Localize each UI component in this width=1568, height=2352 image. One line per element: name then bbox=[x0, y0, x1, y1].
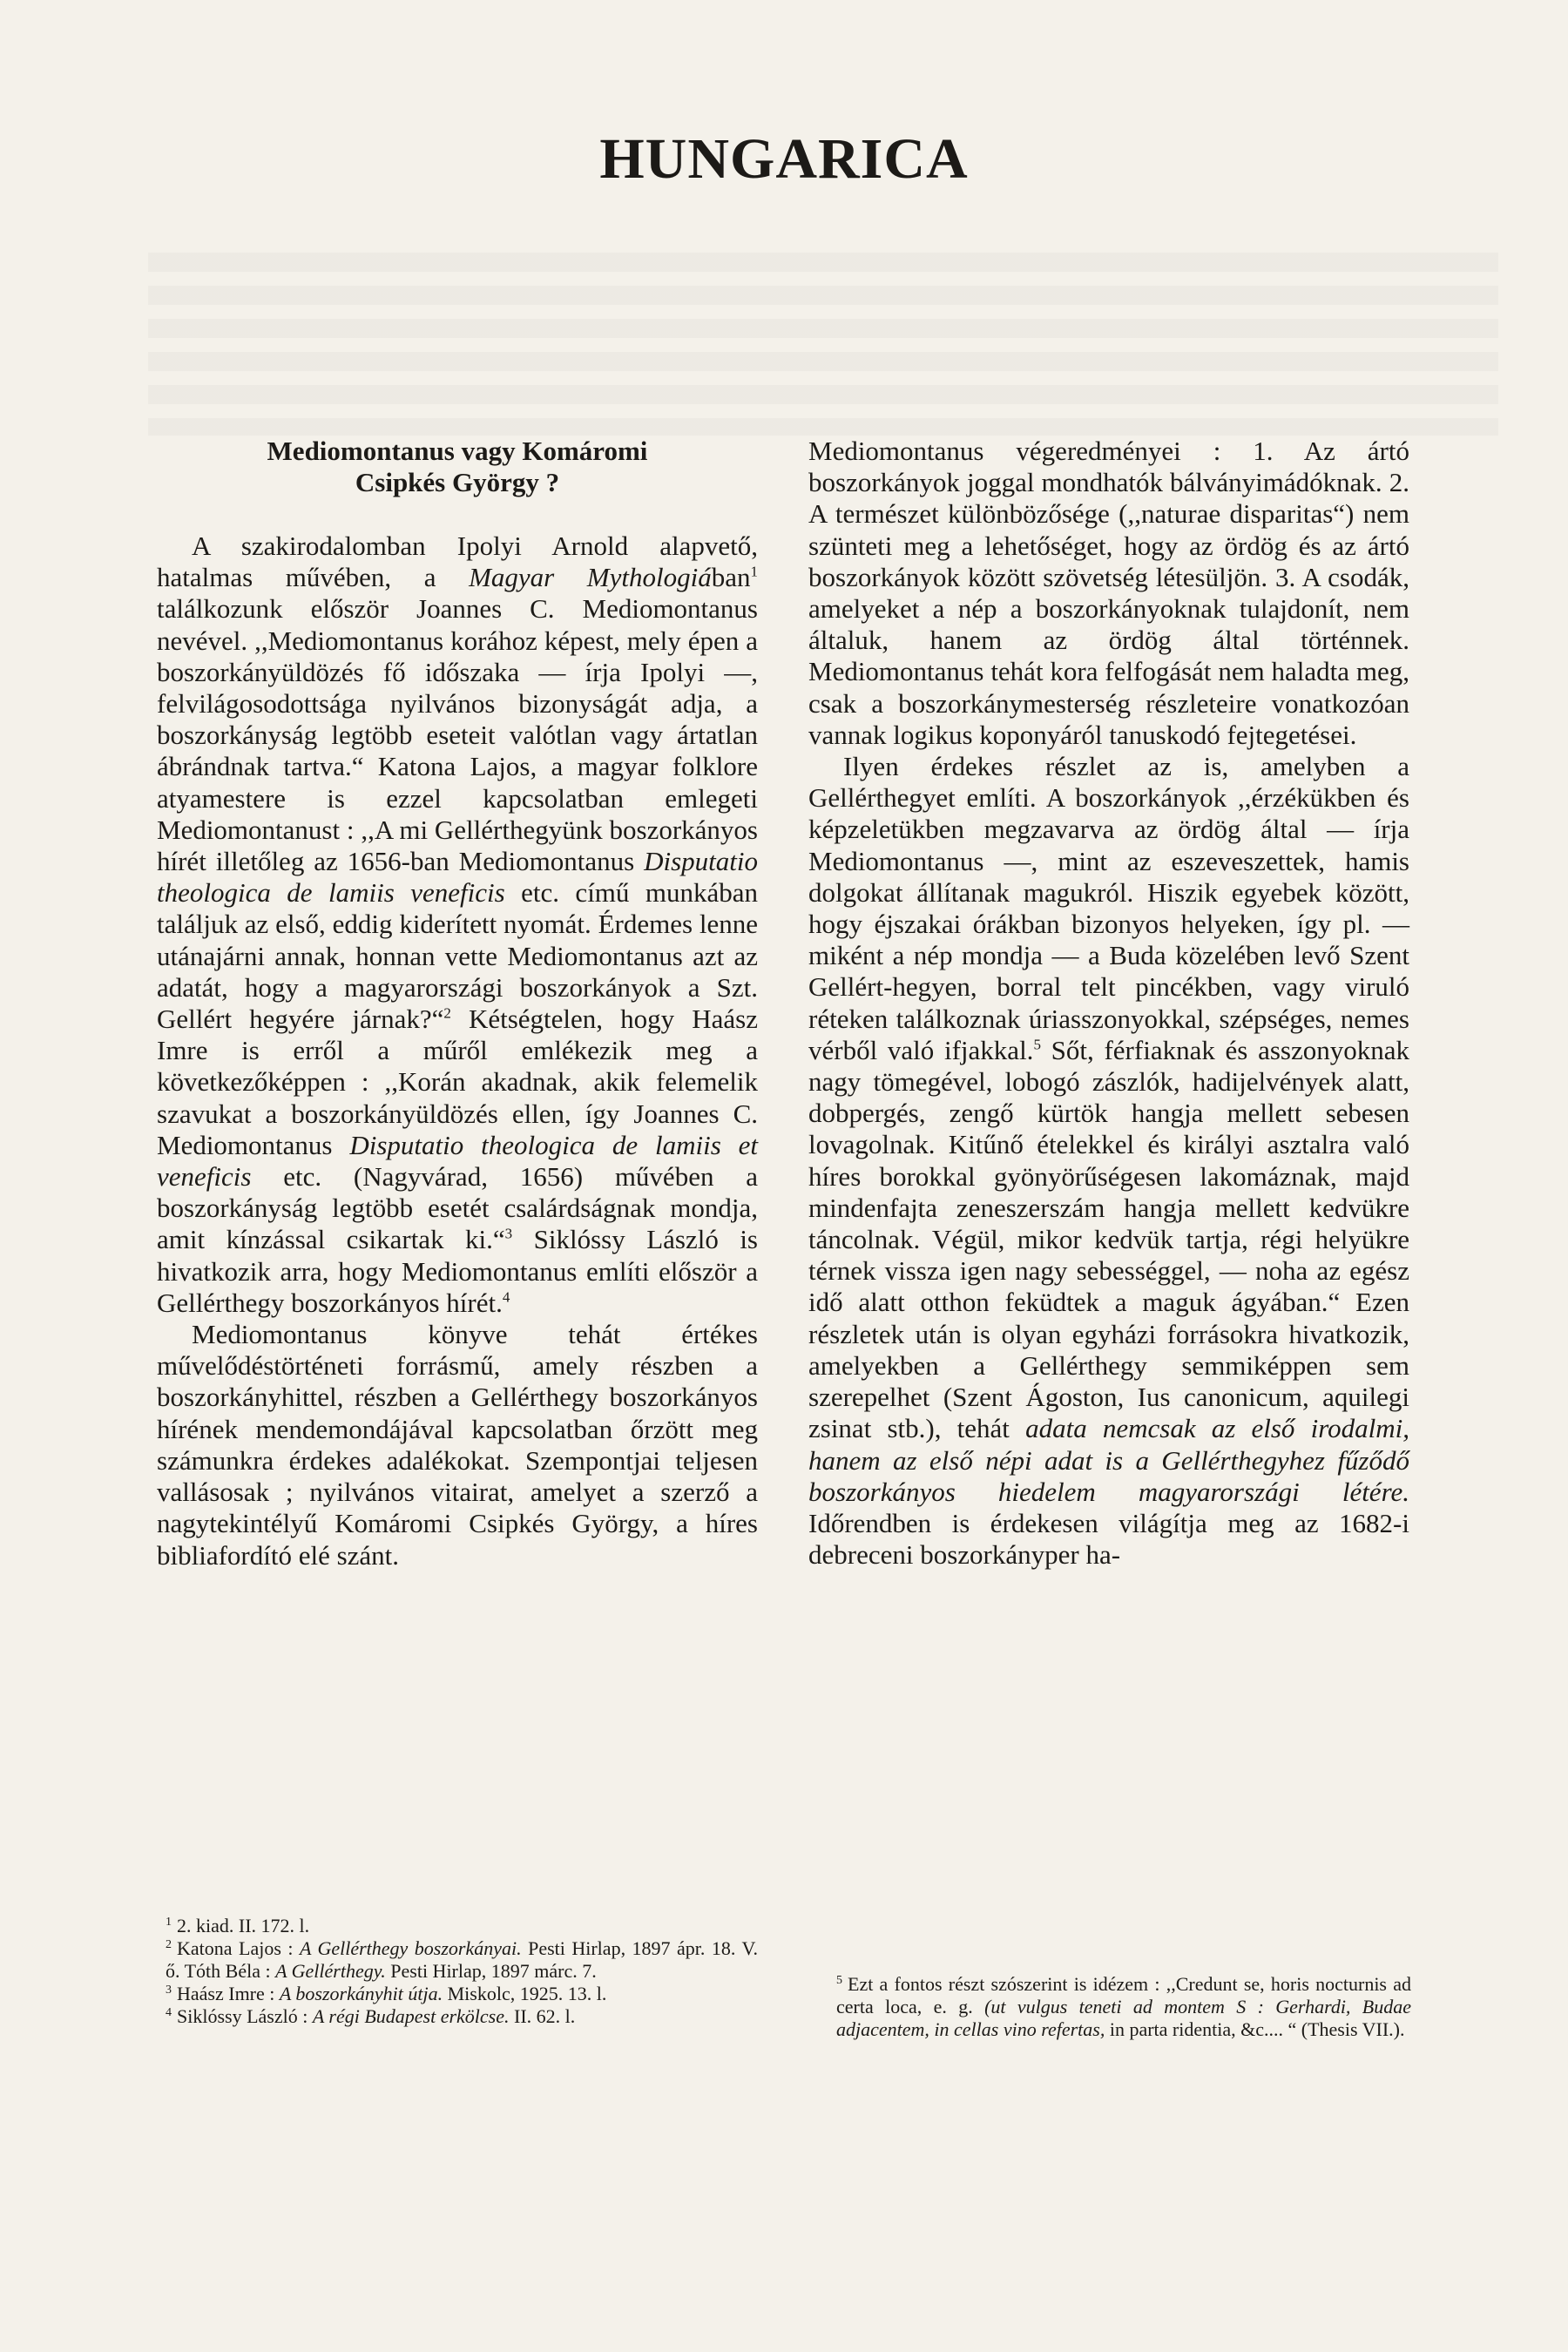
footnote-1 bbox=[166, 1915, 758, 1937]
text-run: találkozunk először Joannes C. Mediomontanus nevével. ,,Mediomontanus korához képest, mely épen a boszorkányüldözés fő időszaka — írja Ipolyi —, felvilágosodottsága nyilvános bizonyságát adja, a boszorkányság legtöbb eseteit valótlan vagy ártatlan ábrándnak tartva.“ Katona Lajos, a magyar folklore atyamestere is ezzel kapcsolatban emlegeti Mediomontanust : ,,A mi Gellérthegyünk boszorkányos hírét illetőleg az 1656-ban Mediomontanus bbox=[157, 593, 758, 877]
italic-title: A boszorkányhit útja. bbox=[279, 1983, 443, 2004]
article-title-line1: Mediomontanus vagy Komáromi bbox=[267, 436, 648, 466]
text-run: A szakirodalomban Ipolyi Arnold alapvető, hatalmas művében, a bbox=[157, 531, 758, 593]
italic-title: Disputatio theologica de lamiis veneficis bbox=[157, 846, 758, 909]
italic-title: Magyar Mythologiá bbox=[469, 562, 712, 593]
text-run: Ezt a fontos részt szószerint is idézem : ,,Credunt se, horis nocturnis ad certa loca, e. g. bbox=[836, 1973, 1411, 2017]
text-run: Haász Imre : bbox=[177, 1983, 280, 2004]
footnote-number: 3 bbox=[166, 1983, 172, 1997]
left-column bbox=[157, 436, 758, 1571]
italic-emphasis: adata nemcsak az első irodalmi, hanem az első népi adat is a Gellérthegyhez fűződő boszorkányos hiedelem magyarországi létére. bbox=[808, 1413, 1409, 1507]
footnote-2 bbox=[166, 1937, 758, 1983]
text-run: Ilyen érdekes részlet az is, amelyben a Gellérthegyet említi. A boszorkányok ,,érzékükben és képzeletükben megzavarva az ördög által — írja Mediomontanus —, mint az eszeveszettek, hamis dolgokat állítanak magukról. Hiszik egyebek között, hogy éjszakai órákban bizonyos helyeken, így pl. — miként a nép mondja — a Buda közelében levő Szent Gellért-hegyen, borral telt pincékben, vagy viruló réteken találkoznak úriasszonyokkal, szépséges, nemes vérből való ifjakkal. bbox=[808, 751, 1409, 1065]
article-title-line2: Csipkés György ? bbox=[355, 467, 560, 497]
text-run: Kétségtelen, hogy Haász Imre is erről a műről emlékezik meg a következőképpen : ,,Korán akadnak, akik felemelik szavukat a boszorkányüldözés ellen, így Joannes C. Mediomontanus bbox=[157, 1004, 758, 1160]
italic-quote: (ut vulgus teneti ad montem S : Gerhardi, Budae adjacentem, in cellas vino refertas, bbox=[836, 1996, 1411, 2040]
footnote-number: 2 bbox=[166, 1937, 172, 1951]
text-run: Siklóssy László is hivatkozik arra, hogy Mediomontanus említi először a Gellérthegy boszorkányos hírét. bbox=[157, 1224, 758, 1318]
text-run: Pesti Hirlap, 1897 ápr. 18. V. ő. Tóth Béla : bbox=[166, 1937, 758, 1982]
italic-title: Disputatio theologica de lamiis et veneficis bbox=[157, 1129, 758, 1193]
footnote-ref: 3 bbox=[504, 1226, 513, 1243]
footnote-5 bbox=[836, 1973, 1411, 2041]
footnote-3 bbox=[166, 1983, 758, 2005]
text-run: etc. című munkában találjuk az első, eddig kiderített nyomát. Érdemes lenne utánajárni annak, honnan vette Mediomontanus azt az adatát, hogy a magyarországi boszorkányok a Szt. Gellért hegyére járnak?“ bbox=[157, 877, 758, 1035]
left-paragraph-2: Mediomontanus könyve tehát értékes művelődéstörténeti forrásmű, amely részben a boszorkányhittel, részben a Gellérthegy boszorkányos hírének mendemondájával kapcsolatban őrzött meg számunkra érdekes adalékokat. Szempontjai teljesen vallásosak ; nyilvános vitairat, amelyet a szerző a nagytekintélyű Komáromi Csipkés György, a híres bibliafordító elé szánt. bbox=[157, 1319, 758, 1571]
bleed-through-shadow bbox=[148, 253, 1498, 436]
footnote-4 bbox=[166, 2005, 758, 2028]
italic-title: A régi Budapest erkölcse. bbox=[312, 2005, 510, 2027]
text-run: Sőt, férfiaknak és asszonyoknak nagy tömegével, lobogó zászlók, hadijelvények alatt, dobpergés, zengő kürtök hangja mellett sebesen lovagolnak. Kitűnő ételekkel és királyi asztalra való híres borokkal gyönyörűségesen lakomáznak, majd mindenfajta zeneszerszám hangja mellett kedvükre táncolnak. Végül, mikor kedvük tartja, régi helyükre térnek vissza igen nagy sebességgel, — noha az egész idő alatt otthon feküdtek a maguk ágyában.“ Ezen részletek után is olyan egyházi forrásokra hivatkozik, amelyekben a Gellérthegy semmiképpen sem szerepelhet (Szent Ágoston, Ius canonicum, aquilegi zsinat stb.), tehát bbox=[808, 1034, 1409, 1444]
footnote-ref: 2 bbox=[443, 1004, 451, 1022]
text-run: Pesti Hirlap, 1897 márc. 7. bbox=[385, 1960, 597, 1982]
text-run: ban bbox=[711, 562, 751, 593]
right-column bbox=[808, 436, 1409, 1571]
article-title bbox=[157, 436, 758, 498]
page-header: HUNGARICA bbox=[599, 127, 969, 191]
right-paragraph-1: Mediomontanus végeredményei : 1. Az ártó boszorkányok joggal mondhatók bálványimádóknak. 2. A természet különbözősége (,,naturae disparitas“) nem szünteti meg a lehetőséget, hogy az ördög és az ártó boszorkányok között szövetség létesüljön. 3. A csodák, amelyeket a nép a boszorkányoknak tulajdonít, nem általuk, hanem az ördög által történnek. Mediomontanus tehát kora felfogását nem haladta meg, csak a boszorkánymesterség részleteire vonatkozóan vannak logikus koponyáról tanuskodó fejtegetései. bbox=[808, 436, 1409, 750]
left-paragraph-1 bbox=[157, 531, 758, 1319]
italic-title: A Gellérthegy. bbox=[275, 1960, 386, 1982]
footnote-number: 1 bbox=[166, 1915, 172, 1929]
footnote-ref: 1 bbox=[750, 563, 758, 580]
text-run: Időrendben is érdekesen világítja meg az 1682-i debreceni boszorkányper ha- bbox=[808, 1507, 1409, 1571]
footnotes-left bbox=[166, 1915, 758, 2028]
text-run: II. 62. l. bbox=[509, 2005, 576, 2027]
footnotes-right bbox=[836, 1973, 1411, 2041]
text-run: etc. (Nagyvárad, 1656) művében a boszorkányság legtöbb esetét csalárdságnak mondja, amit kínzással csikartak ki.“ bbox=[157, 1161, 758, 1255]
text-run: 2. kiad. II. 172. l. bbox=[177, 1915, 310, 1936]
footnote-ref: 4 bbox=[502, 1288, 510, 1306]
italic-title: A Gellérthegy boszorkányai. bbox=[299, 1937, 522, 1959]
text-run: in parta ridentia, &c.... “ (Thesis VII.). bbox=[1105, 2018, 1405, 2040]
footnote-number: 5 bbox=[836, 1973, 842, 1987]
right-paragraph-2 bbox=[808, 751, 1409, 1571]
text-run: Siklóssy László : bbox=[177, 2005, 313, 2027]
text-run: Miskolc, 1925. 13. l. bbox=[443, 1983, 607, 2004]
text-run: Katona Lajos : bbox=[177, 1937, 300, 1959]
footnote-ref: 5 bbox=[1033, 1036, 1041, 1053]
footnote-number: 4 bbox=[166, 2005, 172, 2019]
